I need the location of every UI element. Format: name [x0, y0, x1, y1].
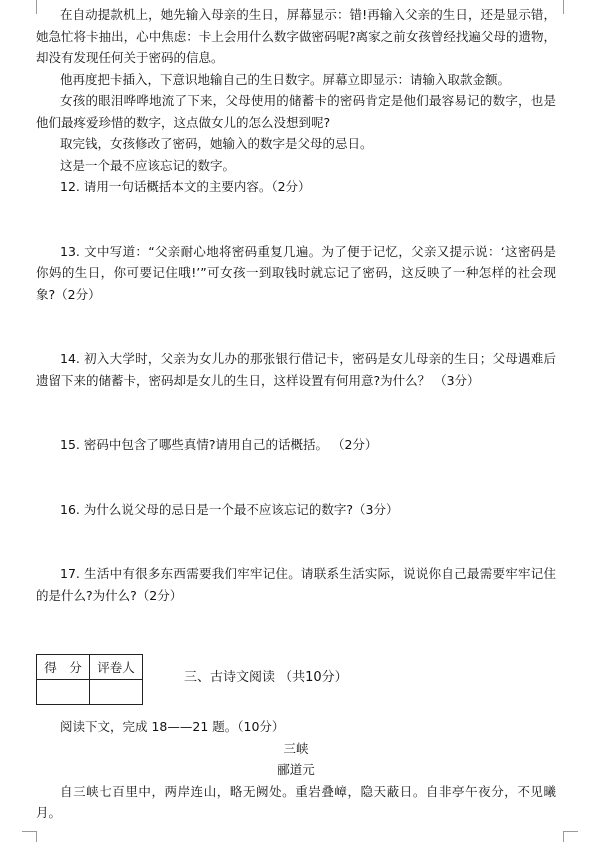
grader-header: 评卷人 — [90, 655, 143, 680]
crop-mark-top-right — [563, 0, 578, 14]
crop-mark-top-left — [22, 0, 37, 14]
question-17: 17. 生活中有很多东西需要我们牢牢记住。请联系生活实际，说说你自己最需要牢牢记住的是什么?为什么?（2分） — [36, 566, 556, 603]
answer-space-16[interactable] — [36, 520, 556, 563]
answer-space-13[interactable] — [36, 305, 556, 348]
passage-paragraph-2: 他再度把卡插入，下意识地输自己的生日数字。屏幕立即显示：请输入取款金额。 — [60, 71, 511, 87]
answer-space-15[interactable] — [36, 456, 556, 499]
passage-paragraph-4: 取完钱，女孩修改了密码，她输入的数字是父母的忌日。 — [60, 136, 373, 151]
answer-space-14[interactable] — [36, 391, 556, 434]
crop-mark-bottom-left — [22, 831, 37, 842]
poem-title: 三峡 — [283, 740, 309, 756]
poem-author: 郦道元 — [277, 762, 315, 777]
score-section — [36, 654, 556, 710]
score-table — [36, 654, 143, 705]
question-15: 15. 密码中包含了哪些真情?请用自己的话概括。 （2分） — [60, 437, 378, 452]
question-12: 12. 请用一句话概括本文的主要内容。（2分） — [60, 179, 311, 194]
question-16: 16. 为什么说父母的忌日是一个最不应该忘记的数字?（3分） — [60, 501, 399, 517]
question-13: 13. 文中写道：“父亲耐心地将密码重复几遍。为了便于记忆，父亲又提示说：‘这密码是你妈的生日，你可要记住哦!’”可女孩一到取钱时就忘记了密码，这反映了一种怎样的社会现象?（2分） — [36, 243, 556, 302]
grader-cell[interactable] — [90, 680, 143, 705]
crop-mark-bottom-right — [563, 831, 578, 842]
answer-space-12[interactable] — [36, 198, 556, 241]
question-14: 14. 初入大学时，父亲为女儿办的那张银行借记卡，密码是女儿母亲的生日；父母遇难后遗留下来的储蓄卡，密码却是女儿的生日，这样设置有何用意?为什么？ （3分） — [36, 351, 556, 388]
score-header: 得 分 — [37, 655, 90, 680]
passage-paragraph-1: 在自动提款机上，她先输入母亲的生日，屏幕显示：错!再输入父亲的生日，还是显示错，她急忙将卡抽出，心中焦虑：卡上会用什么数字做密码呢?离家之前女孩曾经找遍父母的遗物，却没有发现任何关于密码的信息。 — [36, 7, 556, 65]
reading-instruction: 阅读下文，完成 18——21 题。（10分） — [60, 719, 285, 734]
document-body — [36, 4, 556, 824]
poem-first-line: 自三峡七百里中，两岸连山，略无阙处。重岩叠嶂，隐天蔽日。自非亭午夜分，不见曦月。 — [36, 783, 556, 820]
passage-paragraph-3: 女孩的眼泪哗哗地流了下来，父母使用的储蓄卡的密码肯定是他们最容易记的数字，也是他们最疼爱珍惜的数字，这点做女儿的怎么没想到呢? — [36, 93, 556, 130]
score-cell[interactable] — [37, 680, 90, 705]
section-title: 三、古诗文阅读 （共10分） — [184, 670, 348, 685]
passage-paragraph-5: 这是一个最不应该忘记的数字。 — [60, 157, 236, 173]
